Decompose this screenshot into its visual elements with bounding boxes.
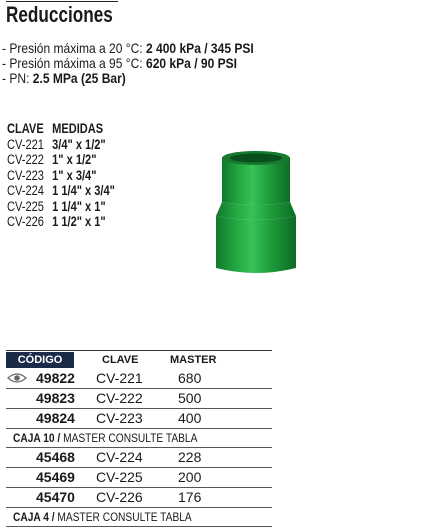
row-codigo: 49824 [36, 410, 75, 426]
spec-label: - Presión máxima a 95 °C: [2, 55, 146, 71]
size-clave: CV-224 [7, 183, 44, 198]
size-medida: 1" x 1/2" [52, 152, 97, 167]
sizes-row [7, 152, 115, 168]
size-medida: 3/4" x 1/2" [52, 136, 106, 152]
sizes-row [7, 214, 115, 230]
table-note [6, 508, 272, 527]
row-clave: CV-221 [96, 370, 143, 386]
header-codigo: CÓDIGO [6, 352, 74, 368]
note-bold: CAJA 10 / [13, 431, 61, 445]
spec-line [2, 71, 254, 86]
note-bold: CAJA 4 / [13, 510, 55, 524]
row-codigo: 49822 [36, 370, 75, 386]
size-medida: 1" x 3/4" [52, 167, 97, 183]
row-clave: CV-225 [96, 469, 143, 485]
row-clave: CV-223 [96, 410, 143, 426]
table-row [6, 448, 272, 468]
row-master: 400 [178, 410, 202, 426]
page-title: Reducciones [6, 2, 113, 27]
spec-label: - PN: [2, 70, 33, 86]
table-row [6, 409, 272, 429]
spec-value: 2.5 MPa (25 Bar) [32, 70, 126, 86]
table-row [6, 468, 272, 488]
row-master: 500 [178, 390, 202, 406]
size-clave: CV-225 [7, 198, 44, 214]
row-codigo: 45469 [36, 469, 75, 485]
size-clave: CV-223 [7, 167, 44, 183]
size-clave: CV-226 [7, 214, 44, 229]
specs-list [2, 41, 254, 86]
sizes-row [7, 199, 115, 215]
row-clave: CV-226 [96, 489, 143, 505]
sizes-header [7, 121, 115, 137]
sizes-header-clave: CLAVE [7, 121, 44, 136]
sizes-row [7, 168, 115, 184]
table-row [6, 369, 272, 389]
size-medida: 1 1/4" x 1" [52, 198, 106, 214]
size-medida: 1 1/2" x 1" [52, 214, 106, 229]
row-codigo: 49823 [36, 390, 75, 406]
table-row [6, 389, 272, 409]
note-text: MASTER CONSULTE TABLA [60, 431, 198, 445]
sizes-header-medidas: MEDIDAS [52, 121, 104, 136]
row-clave: CV-224 [96, 449, 143, 465]
sizes-list [7, 121, 115, 230]
header-clave: CLAVE [102, 354, 139, 366]
spec-line [2, 41, 254, 56]
table-row [6, 488, 272, 508]
row-master: 228 [178, 449, 202, 465]
spec-value: 2 400 kPa / 345 PSI [145, 40, 254, 56]
row-codigo: 45470 [36, 489, 75, 505]
eye-icon [7, 372, 27, 384]
table-header [6, 350, 272, 369]
row-codigo: 45468 [36, 449, 75, 465]
size-clave: CV-221 [7, 136, 44, 152]
header-master: MASTER [170, 354, 217, 366]
row-clave: CV-222 [96, 390, 143, 406]
product-table [6, 350, 272, 527]
table-note [6, 429, 272, 448]
spec-line [2, 56, 254, 71]
reducer-fitting-image [206, 150, 306, 278]
spec-label: - Presión máxima a 20 °C: [2, 40, 146, 56]
size-clave: CV-222 [7, 152, 44, 167]
row-master: 680 [178, 370, 202, 386]
row-master: 200 [178, 469, 202, 485]
sizes-row [7, 137, 115, 153]
note-text: MASTER CONSULTE TABLA [54, 510, 192, 524]
row-master: 176 [178, 489, 202, 505]
sizes-row [7, 183, 115, 199]
size-medida: 1 1/4" x 3/4" [52, 183, 115, 198]
spec-value: 620 kPa / 90 PSI [145, 55, 238, 71]
